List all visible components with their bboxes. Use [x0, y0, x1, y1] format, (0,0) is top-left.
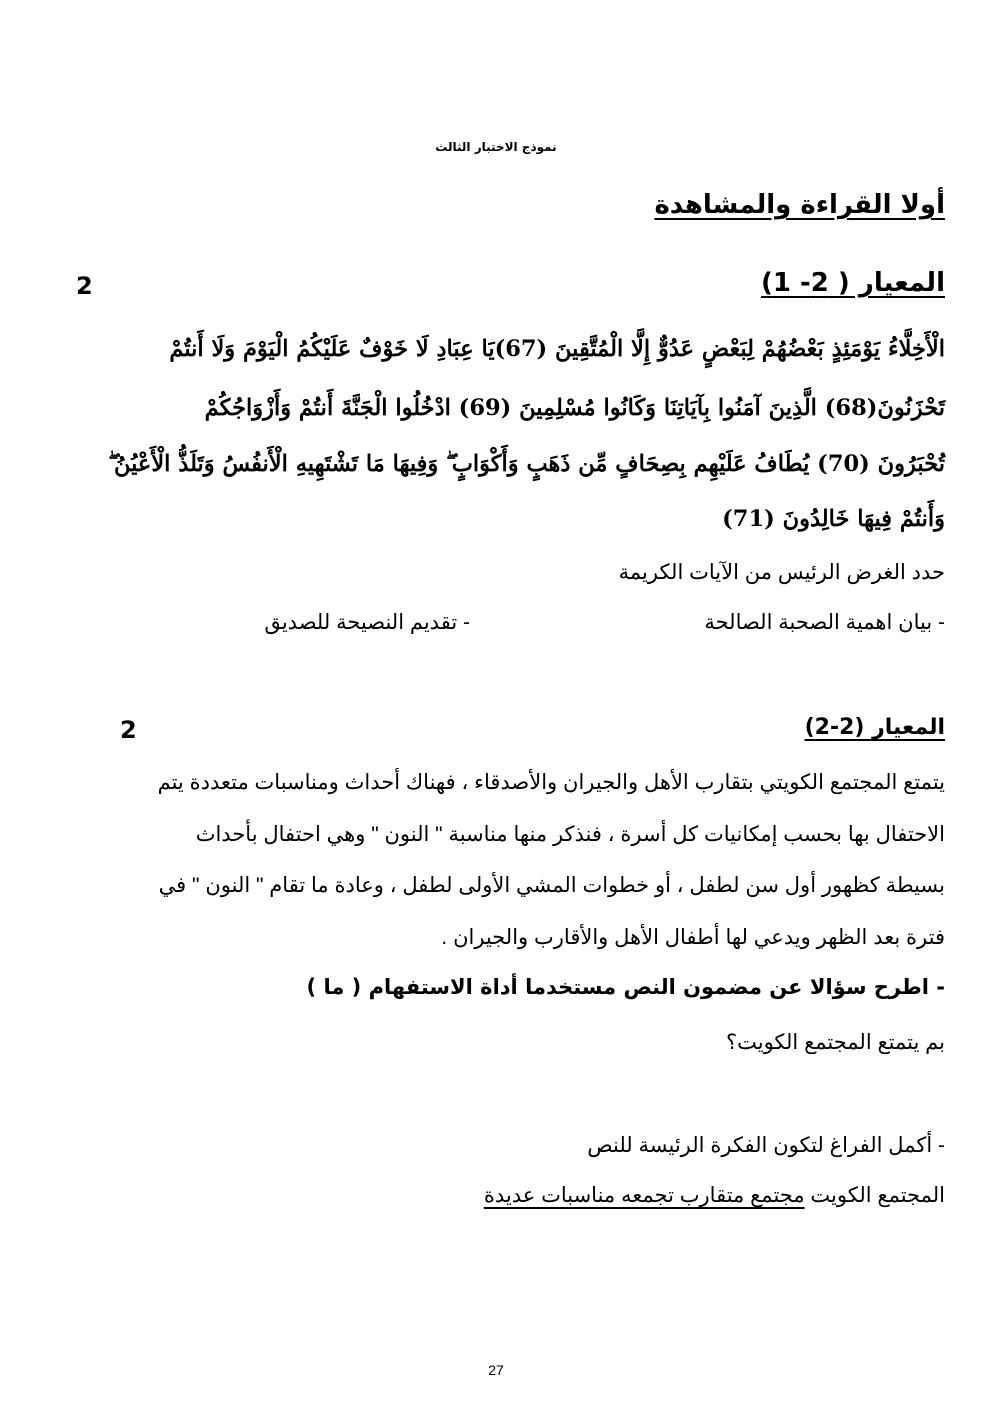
answer-option-1: - بيان اهمية الصحبة الصالحة [704, 611, 945, 634]
standard-2-score: 2 [120, 716, 137, 744]
fill-blank-question: - أكمل الفراغ لتكون الفكرة الرئيسة للنص [587, 1134, 945, 1157]
page-title: نموذج الاختبار الثالث [435, 140, 557, 154]
standard-1-score: 2 [76, 272, 93, 300]
verse-line: تَحْزَنُونَ(68) الَّذِينَ آمَنُوا بِآيَاتِنَا وَكَانُوا مُسْلِمِينَ (69) ادْخُلُوا الْجَنَّةَ أَنتُمْ وَأَزْوَاجُكُمْ [204, 395, 945, 421]
fill-blank-answer [484, 1183, 945, 1208]
passage-line: بسيطة كظهور أول سن لطفل ، أو خطوات المشي الأولى لطفل ، وعادة ما تقام " النون " في [158, 874, 945, 897]
passage-line: يتمتع المجتمع الكويتي بتقارب الأهل والجيران والأصدقاء ، فهناك أحداث ومناسبات متعددة يتم [157, 771, 945, 794]
passage-line: الاحتفال بها بحسب إمكانيات كل أسرة ، فنذكر منها مناسبة " النون " وهي احتفال بأحداث [195, 823, 945, 846]
verse-line: وَأَنتُمْ فِيهَا خَالِدُونَ (71) [722, 506, 945, 532]
interrogative-question: - اطرح سؤالا عن مضمون النص مستخدما أداة الاستفهام ( ما ) [306, 975, 945, 999]
standard-1-label: المعيار ( 2- 1) [760, 268, 945, 298]
passage-line: فترة بعد الظهر ويدعي لها أطفال الأهل والأقارب والجيران . [441, 926, 945, 949]
fill-blank-prefix: المجتمع الكويت [804, 1184, 945, 1207]
interrogative-answer: بم يتمتع المجتمع الكويت؟ [725, 1031, 945, 1054]
verse-line: الْأَخِلَّاءُ يَوْمَئِذٍ بَعْضُهُمْ لِبَعْضٍ عَدُوٌّ إِلَّا الْمُتَّقِينَ (67)يَا عِبَادِ لَا خَوْفٌ عَلَيْكُمُ الْيَوْمَ وَلَا أَنتُمْ [169, 336, 945, 362]
section-heading: أولا القراءة والمشاهدة [654, 190, 945, 220]
verse-line: تُحْبَرُونَ (70) يُطَافُ عَلَيْهِم بِصِحَافٍ مِّن ذَهَبٍ وَأَكْوَابٍ ۖ وَفِيهَا مَا تَشْتَهِيهِ الْأَنفُسُ وَتَلَذُّ الْأَعْيُنُ ۖ [108, 451, 945, 477]
fill-blank-value: مجتمع متقارب تجمعه مناسبات عديدة [483, 1184, 805, 1207]
standard-1-question: حدد الغرض الرئيس من الآيات الكريمة [618, 561, 945, 584]
standard-2-label: المعيار (2-2) [804, 715, 945, 740]
answer-option-2: - تقديم النصيحة للصديق [264, 611, 470, 634]
page-number: 27 [488, 1362, 504, 1378]
